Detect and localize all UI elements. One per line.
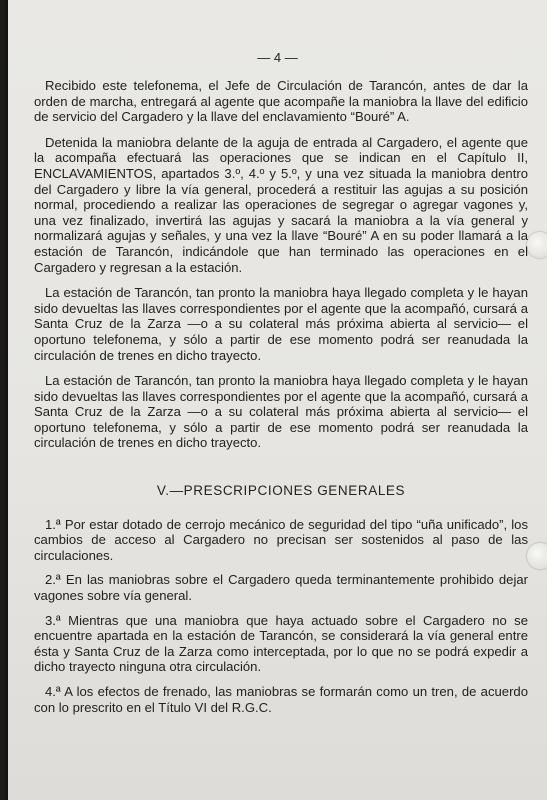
document-body bbox=[34, 78, 528, 724]
document-page bbox=[8, 0, 547, 800]
rule-item: 1.ª Por estar dotado de cerrojo mecánico de seguridad del tipo “uña unificado”, los cambios de acceso al Cargadero no precisan ser sostenidos al paso de las circulaciones. bbox=[34, 516, 528, 563]
page-number: — 4 — bbox=[257, 50, 298, 65]
section-heading: V.—PRESCRIPCIONES GENERALES bbox=[156, 483, 406, 499]
paragraph: La estación de Tarancón, tan pronto la maniobra haya llegado completa y le hayan sido devueltas las llaves correspondientes por el agente que la acompañó, cursará a Santa Cruz de la Zarza —o a su colateral más próxima abierta al servicio— el oportuno telefonema, y sólo a partir de ese momento podrá ser reanudada la circulación de trenes en dicho trayecto. bbox=[34, 285, 528, 363]
rule-item: 3.ª Mientras que una maniobra que haya actuado sobre el Cargadero no se encuentre apartada en la estación de Tarancón, se considerará la vía general entre ésta y Santa Cruz de la Zarza como interceptada, por lo que no se podrá expedir a dicho trayecto ninguna otra circulación. bbox=[34, 612, 528, 675]
punch-hole bbox=[527, 543, 547, 569]
paragraph: Recibido este telefonema, el Jefe de Circulación de Tarancón, antes de dar la orden de marcha, entregará al agente que acompañe la maniobra la llave del edificio de servicio del Cargadero y la llave del enclavamiento “Bouré” A. bbox=[34, 78, 528, 125]
rule-item: 2.ª En las maniobras sobre el Cargadero queda terminantemente prohibido dejar vagones sobre vía general. bbox=[34, 572, 528, 604]
rule-item: 4.ª A los efectos de frenado, las maniobras se formarán como un tren, de acuerdo con lo prescrito en el Título VI del R.G.C. bbox=[34, 684, 528, 715]
paragraph: Detenida la maniobra delante de la aguja de entrada al Cargadero, el agente que la acompaña efectuará las operaciones que se indican en el Capítulo II, ENCLAVAMIENTOS, apartados 3.º, 4.º y 5.º, y una vez situada la maniobra dentro del Cargadero y libre la vía general, procederá a restituir las agujas a su posición normal, procediendo a realizar las operaciones de segregar o agregar vagones y, una vez finalizado, invertirá las agujas y sacará la maniobra a la vía general y normalizará agujas y señales, y una vez la llave “Bouré” A en su poder llamará a la estación de Tarancón, indicándole que han terminado las operaciones en el Cargadero y regresan a la estación. bbox=[34, 134, 528, 275]
rules-list bbox=[34, 517, 528, 716]
paragraph: La estación de Tarancón, tan pronto la maniobra haya llegado completa y le hayan sido devueltas las llaves correspondientes por el agente que la acompañó, cursará a Santa Cruz de la Zarza —o a su colateral más próxima abierta al servicio— el oportuno telefonema, y sólo a partir de ese momento podrá ser reanudada la circulación de trenes en dicho trayecto. bbox=[34, 373, 528, 451]
punch-hole bbox=[527, 232, 547, 258]
